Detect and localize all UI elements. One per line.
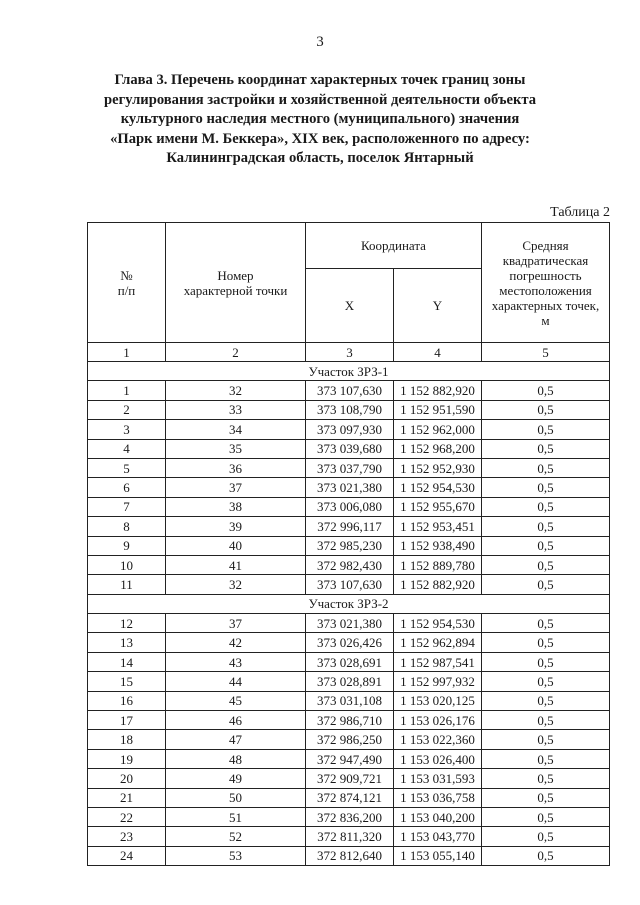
- table-cell: 0,5: [482, 788, 610, 807]
- table-cell: 46: [166, 711, 306, 730]
- table-cell: 48: [166, 749, 306, 768]
- table-cell: 0,5: [482, 711, 610, 730]
- table-cell: 23: [88, 827, 166, 846]
- table-cell: 0,5: [482, 691, 610, 710]
- table-cell: 49: [166, 769, 306, 788]
- table-cell: 22: [88, 807, 166, 826]
- table-cell: 0,5: [482, 575, 610, 594]
- table-cell: 372 909,721: [306, 769, 394, 788]
- table-cell: 37: [166, 478, 306, 497]
- table-row: [88, 652, 610, 671]
- table-row: [88, 614, 610, 633]
- table-cell: 0,5: [482, 672, 610, 691]
- table-cell: 0,5: [482, 439, 610, 458]
- header-text: Средняя: [522, 237, 569, 253]
- column-number: 5: [482, 343, 610, 362]
- table-cell: 0,5: [482, 478, 610, 497]
- table-cell: 0,5: [482, 536, 610, 555]
- table-cell: 0,5: [482, 458, 610, 477]
- table-cell: 0,5: [482, 846, 610, 865]
- table-cell: 50: [166, 788, 306, 807]
- table-cell: 3: [88, 420, 166, 439]
- table-cell: 372 986,250: [306, 730, 394, 749]
- table-cell: 373 026,426: [306, 633, 394, 652]
- header-text: местоположения: [499, 282, 592, 298]
- table-cell: 11: [88, 575, 166, 594]
- table-cell: 32: [166, 575, 306, 594]
- table-row: [88, 575, 610, 594]
- table-row: [88, 497, 610, 516]
- table-cell: 373 108,790: [306, 400, 394, 419]
- table-cell: 17: [88, 711, 166, 730]
- table-cell: 10: [88, 555, 166, 574]
- table-cell: 1 152 954,530: [394, 478, 482, 497]
- header-x: X: [306, 269, 394, 343]
- title-line: регулирования застройки и хозяйственной деятельности объекта: [103, 91, 537, 108]
- header-point-number: [166, 223, 306, 343]
- table-cell: 1 152 882,920: [394, 575, 482, 594]
- header-text: погрешность: [509, 267, 582, 283]
- column-number: 4: [394, 343, 482, 362]
- table-row: [88, 458, 610, 477]
- table-cell: 1 152 987,541: [394, 652, 482, 671]
- table-cell: 0,5: [482, 420, 610, 439]
- table-cell: 1 153 020,125: [394, 691, 482, 710]
- table-cell: 53: [166, 846, 306, 865]
- table-cell: 0,5: [482, 517, 610, 536]
- table-cell: 19: [88, 749, 166, 768]
- table-cell: 39: [166, 517, 306, 536]
- table-cell: 44: [166, 672, 306, 691]
- page-number: 3: [316, 34, 324, 50]
- table-cell: 51: [166, 807, 306, 826]
- table-cell: 24: [88, 846, 166, 865]
- table-cell: 0,5: [482, 807, 610, 826]
- table-cell: 1 152 954,530: [394, 614, 482, 633]
- table-row: [88, 439, 610, 458]
- table-cell: 1 152 882,920: [394, 381, 482, 400]
- table-cell: 33: [166, 400, 306, 419]
- table-cell: 372 811,320: [306, 827, 394, 846]
- title-line: «Парк имени М. Беккера», XIX век, расположенного по адресу:: [110, 130, 530, 147]
- table-cell: 372 986,710: [306, 711, 394, 730]
- table-row: [88, 788, 610, 807]
- table-cell: 0,5: [482, 400, 610, 419]
- table-cell: 372 982,430: [306, 555, 394, 574]
- table-cell: 1 153 026,400: [394, 749, 482, 768]
- table-row: [88, 555, 610, 574]
- table-cell: 5: [88, 458, 166, 477]
- table-cell: 0,5: [482, 614, 610, 633]
- table-cell: 373 031,108: [306, 691, 394, 710]
- table-cell: 1 153 055,140: [394, 846, 482, 865]
- table-cell: 1 152 962,000: [394, 420, 482, 439]
- header-text: Номер: [217, 267, 254, 283]
- table-cell: 52: [166, 827, 306, 846]
- table-cell: 1 152 953,451: [394, 517, 482, 536]
- table-cell: 34: [166, 420, 306, 439]
- table-cell: 36: [166, 458, 306, 477]
- table-cell: 9: [88, 536, 166, 555]
- table-cell: 38: [166, 497, 306, 516]
- table-cell: 1 152 951,590: [394, 400, 482, 419]
- table-cell: 7: [88, 497, 166, 516]
- section-row: [88, 594, 610, 613]
- table-row: [88, 749, 610, 768]
- table-row: [88, 536, 610, 555]
- table-cell: 373 107,630: [306, 381, 394, 400]
- table-row: [88, 478, 610, 497]
- table-caption: Таблица 2: [550, 205, 610, 220]
- table-cell: 0,5: [482, 827, 610, 846]
- table-cell: 47: [166, 730, 306, 749]
- table-cell: 372 947,490: [306, 749, 394, 768]
- table-cell: 373 107,630: [306, 575, 394, 594]
- table-row: [88, 517, 610, 536]
- table-cell: 1 152 962,894: [394, 633, 482, 652]
- table-cell: 373 006,080: [306, 497, 394, 516]
- table-cell: 0,5: [482, 555, 610, 574]
- table-cell: 372 836,200: [306, 807, 394, 826]
- table-row: [88, 846, 610, 865]
- table-row: [88, 769, 610, 788]
- title-line: культурного наследия местного (муниципального) значения: [120, 111, 520, 127]
- table-cell: 373 039,680: [306, 439, 394, 458]
- table-cell: 373 028,691: [306, 652, 394, 671]
- table-cell: 1 153 022,360: [394, 730, 482, 749]
- table-cell: 8: [88, 517, 166, 536]
- table-row: [88, 807, 610, 826]
- table-cell: 18: [88, 730, 166, 749]
- coordinates-table: [87, 222, 610, 866]
- table-row: [88, 711, 610, 730]
- column-number: 3: [306, 343, 394, 362]
- table-cell: 0,5: [482, 749, 610, 768]
- table-cell: 1 152 952,930: [394, 458, 482, 477]
- title-line: Глава 3. Перечень координат характерных точек границ зоны: [114, 72, 526, 88]
- table-row: [88, 691, 610, 710]
- table-cell: 1 152 968,200: [394, 439, 482, 458]
- table-cell: 15: [88, 672, 166, 691]
- table-cell: 0,5: [482, 769, 610, 788]
- table-cell: 1: [88, 381, 166, 400]
- table-cell: 41: [166, 555, 306, 574]
- section-row: [88, 362, 610, 381]
- page-title: [80, 71, 560, 169]
- table-cell: 372 874,121: [306, 788, 394, 807]
- table-cell: 20: [88, 769, 166, 788]
- table-cell: 0,5: [482, 497, 610, 516]
- table-row: [88, 672, 610, 691]
- header-text: п/п: [117, 282, 136, 298]
- table-cell: 1 153 036,758: [394, 788, 482, 807]
- table-cell: 1 153 026,176: [394, 711, 482, 730]
- column-number: 1: [88, 343, 166, 362]
- table-cell: 372 985,230: [306, 536, 394, 555]
- table-row: [88, 730, 610, 749]
- table-cell: 1 153 040,200: [394, 807, 482, 826]
- table-cell: 2: [88, 400, 166, 419]
- table-cell: 1 153 031,593: [394, 769, 482, 788]
- header-text: характерной точки: [183, 282, 288, 298]
- table-cell: 373 028,891: [306, 672, 394, 691]
- table-cell: 1 152 997,932: [394, 672, 482, 691]
- table-cell: 1 152 889,780: [394, 555, 482, 574]
- header-text: №: [120, 267, 133, 283]
- table-cell: 373 021,380: [306, 614, 394, 633]
- table-cell: 372 812,640: [306, 846, 394, 865]
- table-cell: 32: [166, 381, 306, 400]
- table-cell: 42: [166, 633, 306, 652]
- table-cell: 372 996,117: [306, 517, 394, 536]
- table-cell: 0,5: [482, 633, 610, 652]
- column-number: 2: [166, 343, 306, 362]
- section-title: Участок ЗРЗ-1: [88, 362, 610, 381]
- table-cell: 6: [88, 478, 166, 497]
- table-cell: 373 097,930: [306, 420, 394, 439]
- table-cell: 1 153 043,770: [394, 827, 482, 846]
- table-cell: 43: [166, 652, 306, 671]
- table-cell: 12: [88, 614, 166, 633]
- header-y: Y: [394, 269, 482, 343]
- table-cell: 37: [166, 614, 306, 633]
- table-cell: 45: [166, 691, 306, 710]
- header-text: квадратическая: [502, 252, 589, 268]
- table-cell: 13: [88, 633, 166, 652]
- table-row: [88, 381, 610, 400]
- table-cell: 21: [88, 788, 166, 807]
- table-cell: 35: [166, 439, 306, 458]
- table-cell: 0,5: [482, 730, 610, 749]
- table-cell: 373 037,790: [306, 458, 394, 477]
- table-cell: 14: [88, 652, 166, 671]
- section-title: Участок ЗРЗ-2: [88, 594, 610, 613]
- table-cell: 4: [88, 439, 166, 458]
- table-cell: 0,5: [482, 381, 610, 400]
- table-cell: 16: [88, 691, 166, 710]
- table-cell: 373 021,380: [306, 478, 394, 497]
- title-line: Калининградская область, поселок Янтарный: [166, 150, 474, 166]
- table-cell: 1 152 955,670: [394, 497, 482, 516]
- header-coordinate: Координата: [306, 223, 482, 269]
- header-error: [482, 223, 610, 343]
- table-cell: 40: [166, 536, 306, 555]
- table-cell: 1 152 938,490: [394, 536, 482, 555]
- header-text: характерных точек,: [491, 297, 600, 313]
- header-row-number: [88, 223, 166, 343]
- table-row: [88, 827, 610, 846]
- table-row: [88, 420, 610, 439]
- table-cell: 0,5: [482, 652, 610, 671]
- table-row: [88, 400, 610, 419]
- header-text: м: [541, 312, 550, 328]
- table-row: [88, 633, 610, 652]
